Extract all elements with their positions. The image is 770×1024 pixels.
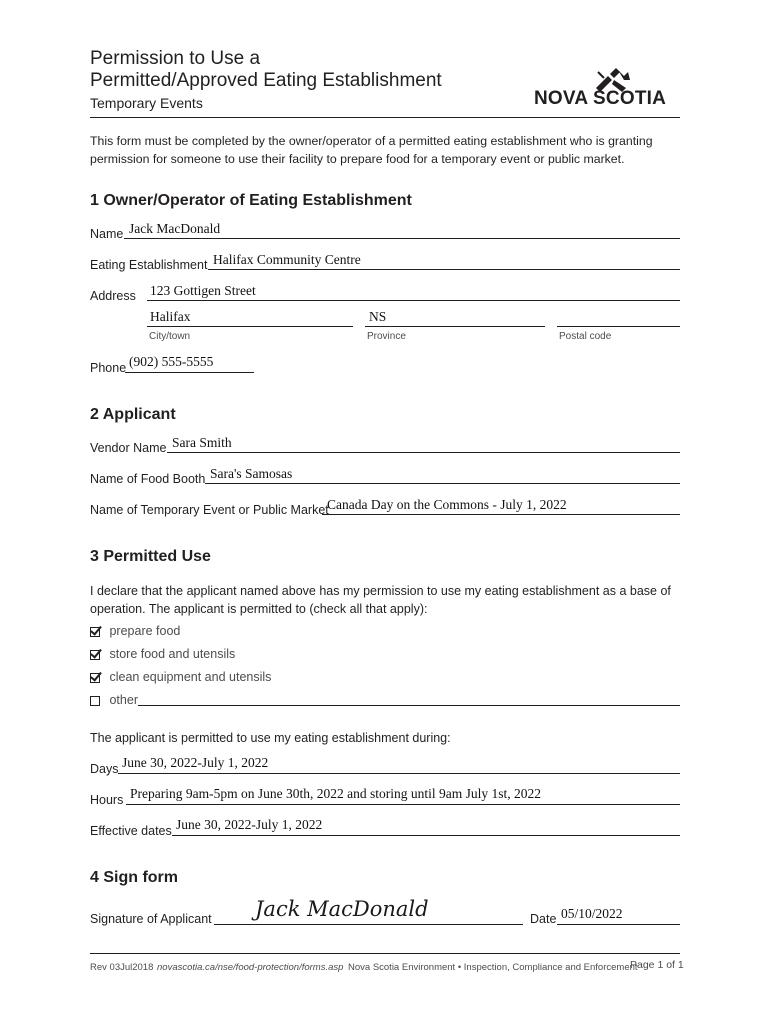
signature-label: Signature of Applicant — [90, 912, 212, 926]
footer-department: Nova Scotia Environment • Inspection, Compliance and Enforcement — [348, 962, 638, 973]
section-4-heading: 4 Sign form — [90, 869, 179, 886]
date-label: Date — [530, 912, 557, 926]
effective-dates-underline — [172, 835, 680, 836]
hours-field[interactable]: Preparing 9am-5pm on June 30th, 2022 and storing until 9am July 1st, 2022 — [130, 786, 541, 801]
footer-divider — [90, 953, 680, 954]
address-label: Address — [90, 289, 136, 303]
option-other[interactable] — [90, 693, 138, 707]
option-clean-equipment[interactable] — [90, 670, 271, 684]
establishment-label: Eating Establishment — [90, 258, 208, 272]
phone-field[interactable]: (902) 555-5555 — [129, 354, 214, 369]
signature-underline — [214, 924, 523, 925]
form-title-line2: Permitted/Approved Eating Establishment — [90, 70, 442, 91]
intro-line1: This form must be completed by the owner/operator of a permitted eating establishment who is granting — [90, 134, 653, 148]
vendor-name-field[interactable]: Sara Smith — [172, 435, 232, 450]
vendor-name-underline — [167, 452, 680, 453]
street-field[interactable]: 123 Gottigen Street — [150, 283, 256, 298]
form-title-line1: Permission to Use a — [90, 48, 261, 69]
effective-dates-field[interactable]: June 30, 2022-July 1, 2022 — [176, 817, 323, 832]
establishment-underline — [208, 269, 680, 270]
event-field[interactable]: Canada Day on the Commons - July 1, 2022 — [327, 497, 567, 512]
event-label: Name of Temporary Event or Public Market — [90, 503, 329, 517]
city-hint: City/town — [149, 331, 191, 342]
declare-line2: operation. The applicant is permitted to (check all that apply): — [90, 602, 428, 616]
name-field[interactable]: Jack MacDonald — [129, 221, 221, 236]
phone-underline — [125, 372, 254, 373]
section-2-heading: 2 Applicant — [90, 406, 176, 423]
phone-label: Phone — [90, 361, 127, 375]
signature-field[interactable]: Jack MacDonald — [255, 897, 429, 921]
section-1-heading: 1 Owner/Operator of Eating Establishment — [90, 192, 412, 209]
intro-line2: permission for someone to use their facility to prepare food for a temporary event or public market. — [90, 152, 625, 166]
street-underline — [147, 300, 680, 301]
establishment-field[interactable]: Halifax Community Centre — [213, 252, 361, 267]
header-divider — [90, 117, 680, 118]
nova-scotia-logo — [534, 66, 680, 112]
hours-underline — [126, 804, 680, 805]
footer-rev: Rev 03Jul2018 — [90, 962, 154, 973]
footer-page-number: Page 1 of 1 — [630, 959, 684, 971]
effective-dates-label: Effective dates — [90, 824, 172, 838]
city-field[interactable]: Halifax — [150, 309, 191, 324]
vendor-name-label: Vendor Name — [90, 441, 167, 455]
event-underline — [322, 514, 680, 515]
date-underline — [557, 924, 680, 925]
section-3-heading: 3 Permitted Use — [90, 548, 211, 565]
days-label: Days — [90, 762, 119, 776]
option-label: clean equipment and utensils — [109, 670, 272, 684]
food-booth-underline — [205, 483, 680, 484]
option-label: prepare food — [109, 624, 181, 638]
food-booth-label: Name of Food Booth — [90, 472, 206, 486]
option-store-food[interactable] — [90, 647, 235, 661]
declare-line1: I declare that the applicant named above has my permission to use my eating establishment as a base of — [90, 584, 671, 598]
logo-text: NOVA SCOTIA — [534, 88, 667, 109]
postal-code-hint: Postal code — [559, 331, 612, 342]
checkbox-checked-icon[interactable] — [90, 650, 100, 660]
province-hint: Province — [367, 331, 406, 342]
option-prepare-food[interactable] — [90, 624, 180, 638]
food-booth-field[interactable]: Sara's Samosas — [210, 466, 293, 481]
days-underline — [118, 773, 680, 774]
province-underline — [365, 326, 545, 327]
during-text: The applicant is permitted to use my eating establishment during: — [90, 731, 451, 745]
name-label: Name — [90, 227, 124, 241]
checkbox-unchecked-icon[interactable] — [90, 696, 100, 706]
other-underline — [138, 705, 680, 706]
postal-code-underline — [557, 326, 680, 327]
name-underline — [124, 238, 680, 239]
form-subtitle: Temporary Events — [90, 95, 203, 111]
city-underline — [147, 326, 353, 327]
option-label: store food and utensils — [109, 647, 236, 661]
checkbox-checked-icon[interactable] — [90, 627, 100, 637]
checkbox-checked-icon[interactable] — [90, 673, 100, 683]
hours-label: Hours — [90, 793, 124, 807]
footer-url: novascotia.ca/nse/food-protection/forms.asp — [157, 962, 344, 973]
option-label: other — [109, 693, 138, 707]
province-field[interactable]: NS — [369, 309, 387, 324]
date-field[interactable]: 05/10/2022 — [561, 906, 623, 921]
days-field[interactable]: June 30, 2022-July 1, 2022 — [122, 755, 269, 770]
